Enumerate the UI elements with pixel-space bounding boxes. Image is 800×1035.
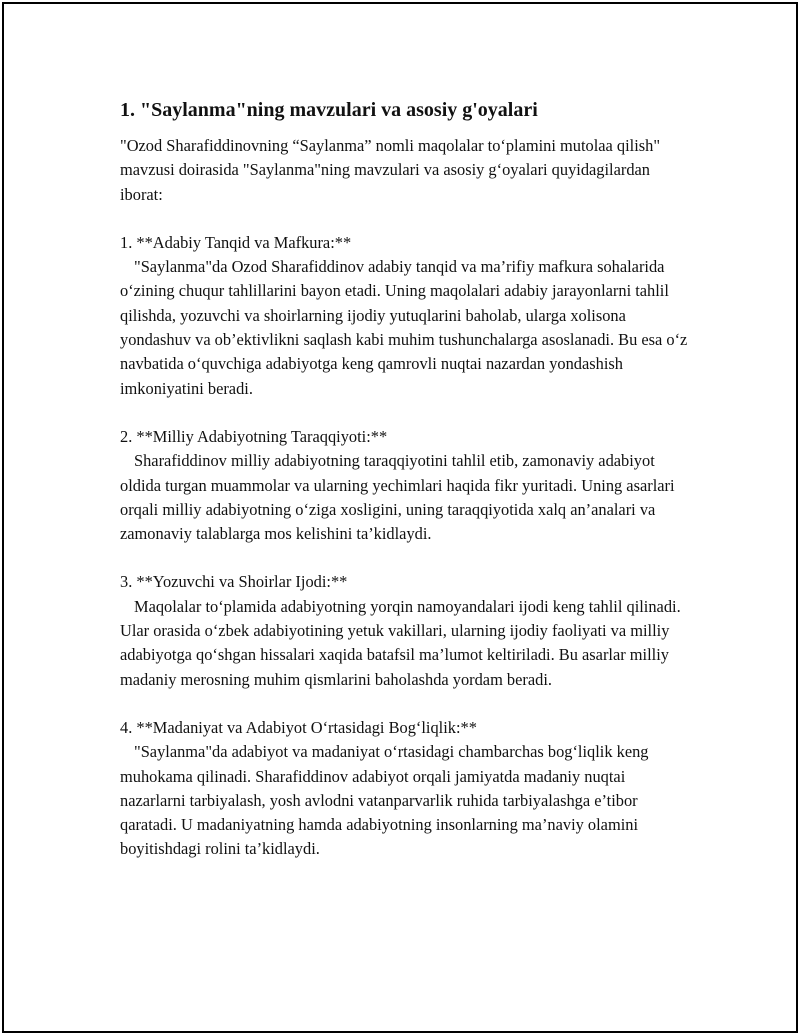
- section-body: "Saylanma"da Ozod Sharafiddinov adabiy tanqid va ma’rifiy mafkura sohalarida o‘zining chuqur tahlillarini bayon etadi. Uning maqolalari adabiy jarayonlarni tahlil qilishda, yozuvchi va shoirlarning ijodiy yutuqlarini baholab, ularga xolisona yondashuv va ob’ektivlikni saqlash kabi muhim tushunchalarga asoslanadi. Bu esa o‘z navbatida o‘quvchiga adabiyotga keng qamrovli nuqtai nazardan yondashish imkoniyatini beradi.: [120, 257, 688, 398]
- section-1: [120, 231, 690, 401]
- section-heading: 1. **Adabiy Tanqid va Mafkura:**: [120, 232, 352, 252]
- section-body: Sharafiddinov milliy adabiyotning taraqqiyotini tahlil etib, zamonaviy adabiyot oldida turgan muammolar va ularning yechimlari haqida fikr yuritadi. Uning asarlari orqali milliy adabiyotning o‘ziga xosligini, uning taraqqiyotida xalq an’analari va zamonaviy talablarga mos kelishini ta’kidlaydi.: [120, 451, 675, 544]
- page-frame: [2, 2, 798, 1033]
- section-body: Maqolalar to‘plamida adabiyotning yorqin namoyandalari ijodi keng tahlil qilinadi. Ular orasida o‘zbek adabiyotining yetuk vakillari, ularning ijodiy faoliyati va milliy adabiyotga qo‘shgan hissalari xaqida batafsil ma’lumot keltiriladi. Bu asarlar milliy madaniy merosning muhim qismlarini baholashda yordam beradi.: [120, 596, 681, 689]
- section-heading: 3. **Yozuvchi va Shoirlar Ijodi:**: [120, 572, 348, 592]
- section-3: [120, 570, 690, 691]
- intro-paragraph: "Ozod Sharafiddinovning “Saylanma” nomli maqolalar to‘plamini mutolaa qilish" mavzusi doirasida "Saylanma"ning mavzulari va asosiy g‘oyalari quyidagilardan iborat:: [120, 136, 661, 204]
- section-heading: 4. **Madaniyat va Adabiyot O‘rtasidagi Bog‘liqlik:**: [120, 717, 477, 737]
- section-body: "Saylanma"da adabiyot va madaniyat o‘rtasidagi chambarchas bog‘liqlik keng muhokama qilinadi. Sharafiddinov adabiyot orqali jamiyatda madaniy nuqtai nazarlarni tarbiyalash, yosh avlodni vatanparvarlik ruhida tarbiyalashga e’tibor qaratadi. U madaniyatning hamda adabiyotning insonlarning ma’naviy olamini boyitishdagi rolini ta’kidlaydi.: [120, 742, 649, 859]
- document-content: [120, 96, 690, 886]
- document-title: 1. "Saylanma"ning mavzulari va asosiy g'oyalari: [120, 99, 538, 121]
- section-2: [120, 425, 690, 546]
- section-4: [120, 716, 690, 862]
- section-heading: 2. **Milliy Adabiyotning Taraqqiyoti:**: [120, 426, 388, 446]
